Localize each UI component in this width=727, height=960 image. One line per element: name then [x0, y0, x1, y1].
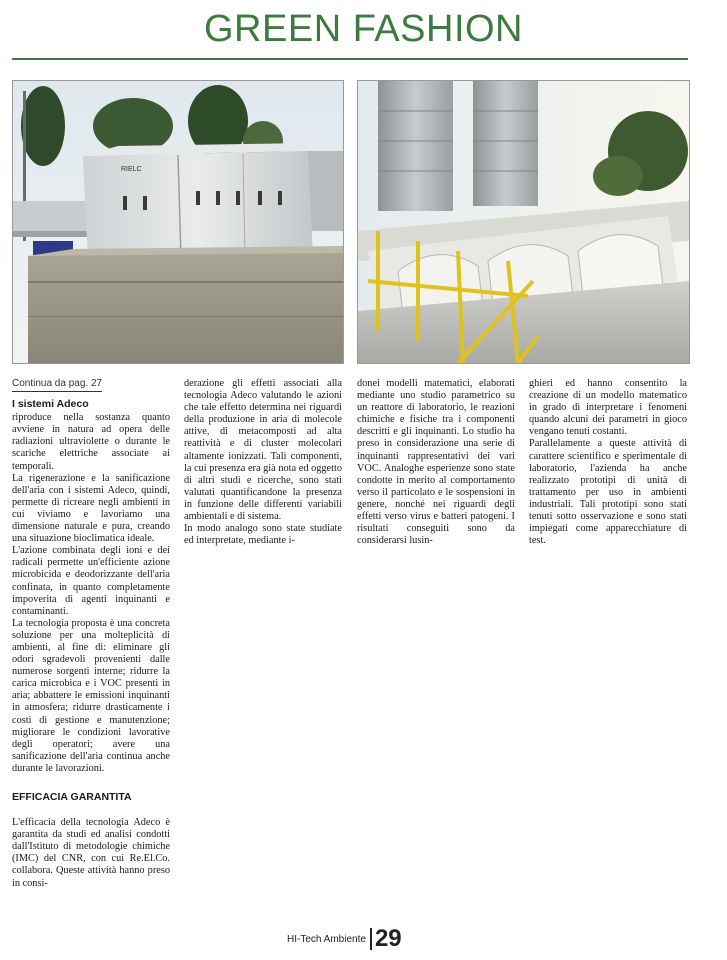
paragraph: donei modelli matematici, elaborati mediante uno studio parametrico su un reattore di laboratorio, le reazioni chimiche e fisiche tra i componenti descritti e gli inquinanti. Lo studio ha preso in considerazione una serie di inquinanti rappresentativi dei vari VOC. Analoghe esperienze sono state condotte in merito al comportamento verso il particolato e le sospensioni in genere, nonché nei riguardi degli effetti verso virus e batteri patogeni. I risultati conseguiti sono da considerarsi lusin-	[357, 378, 515, 547]
photo-air-treatment-unit	[12, 80, 344, 364]
article-column-2	[184, 378, 342, 547]
paragraph: L'azione combinata degli ioni e dei radicali permette un'efficiente azione microbicida e deodorizzante dell'aria confinata, in quanto completamente impoverita di agenti inquinanti e contaminanti.	[12, 545, 170, 617]
paragraph: La rigenerazione e la sanificazione dell'aria con i sistemi Adeco, quindi, permette di ricreare negli ambienti in cui viviamo e lavoriamo una dimensione naturale e pura, creando una situazione bioclimatica ideale.	[12, 472, 170, 545]
paragraph: L'efficacia della tecnologia Adeco è garantita da studi ed analisi condotti dall'Istituto di metodologie chimiche (IMC) del CNR, con cui Re.El.Co. collabora. Queste attività hanno preso in consi-	[12, 817, 170, 889]
section-heading: EFFICACIA GARANTITA	[12, 791, 132, 803]
article-column-4	[529, 378, 687, 547]
page-number: 29	[374, 925, 402, 952]
photo-left-illustration	[13, 81, 343, 363]
paragraph: ghieri ed hanno consentito la creazione di un modello matematico in grado di interpretare i fenomeni quando alcuni dei parametri in gioco vengano tenuti costanti.	[529, 378, 687, 438]
photo-industrial-plant	[357, 80, 690, 364]
photo-right-illustration	[358, 81, 689, 363]
article-column-3	[357, 378, 515, 547]
magazine-name: HI-Tech Ambiente	[287, 933, 366, 945]
article-column-1	[12, 378, 170, 890]
paragraph: riproduce nella sostanza quanto avviene in natura ad opera delle radiazioni ultraviolette o durante le scariche elettriche associate ai temporali.	[12, 412, 170, 472]
continued-from-link[interactable]: Continua da pag. 27	[12, 378, 102, 392]
section-title: GREEN FASHION	[204, 8, 523, 50]
header-rule	[12, 58, 688, 60]
footer-divider	[370, 928, 372, 950]
page-footer	[287, 925, 402, 952]
paragraph: In modo analogo sono state studiate ed interpretate, mediante i-	[184, 523, 342, 547]
paragraph: derazione gli effetti associati alla tecnologia Adeco valutando le azioni che tale effetto determina nei riguardi della produzione in aria di molecole attive, di metacomposti ad alta reattività e di cluster molecolari altamente ionizzati. Tali componenti, la cui presenza era già nota ed oggetto di altri studi e ricerche, sono stati valutati quantificandone la presenza in funzione delle differenti variabili ambientali e di sistema.	[184, 378, 342, 523]
unit-brand-label: RIELC	[121, 166, 142, 173]
article-subhead: I sistemi Adeco	[12, 398, 89, 411]
paragraph: La tecnologia proposta è una concreta soluzione per una molteplicità di ambienti, al fine di: eliminare gli odori sgradevoli provenienti dalle numerose sorgenti interne; ridurre la carica microbica e i VOC presenti in aria; abbattere le emissioni inquinanti in atmosfera; ridurre drasticamente i costi di gestione e manutenzione; migliorare le condizioni lavorative degli operatori; avere una sanificazione dell'aria continua anche durante le lavorazioni.	[12, 617, 170, 774]
page-header	[0, 8, 727, 51]
paragraph: Parallelamente a queste attività di carattere scientifico e sperimentale di laboratorio, l'azienda ha anche realizzato prototipi di unità di trattamento per uso in ambienti industriali. Tali prototipi sono stati tenuti sotto osservazione e sono stati impiegati come apparecchiature di test.	[529, 438, 687, 547]
